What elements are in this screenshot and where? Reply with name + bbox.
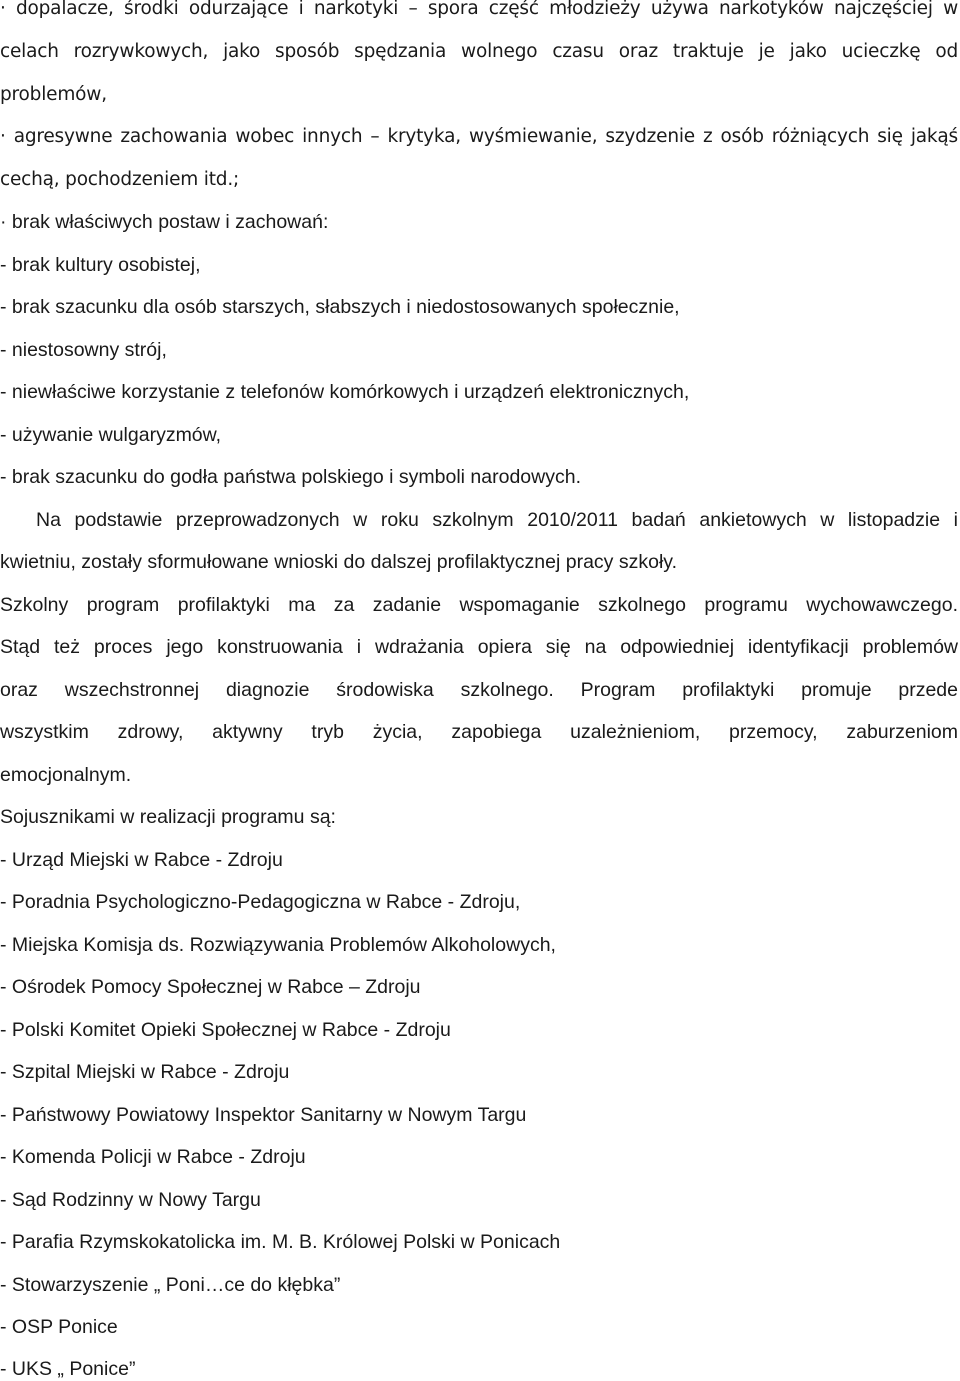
- list-item-behaviour: - brak kultury osobistej,: [0, 254, 201, 276]
- list-item-ally: - Urząd Miejski w Rabce - Zdroju: [0, 849, 283, 871]
- list-item-ally: - Poradnia Psychologiczno-Pedagogiczna w Rabce - Zdroju,: [0, 891, 521, 913]
- list-item-ally: - Sąd Rodzinny w Nowy Targu: [0, 1189, 261, 1211]
- text-line-aggression-1: · agresywne zachowania wobec innych – krytyka, wyśmiewanie, szydzenie z osób różniących się jakąś: [0, 126, 958, 147]
- paragraph-survey-line-2: kwietniu, zostały sformułowane wnioski do dalszej profilaktycznej pracy szkoły.: [0, 551, 677, 573]
- list-item-ally: - Państwowy Powiatowy Inspektor Sanitarny w Nowym Targu: [0, 1104, 527, 1126]
- list-item-ally: - OSP Ponice: [0, 1316, 118, 1338]
- list-item-behaviour: - niestosowny strój,: [0, 339, 167, 361]
- list-item-ally: - Komenda Policji w Rabce - Zdroju: [0, 1146, 306, 1168]
- allies-heading: Sojusznikami w realizacji programu są:: [0, 806, 336, 828]
- list-item-ally: - Parafia Rzymskokatolicka im. M. B. Królowej Polski w Ponicach: [0, 1231, 561, 1253]
- text-line-drugs-1: · dopalacze, środki odurzające i narkotyki – spora część młodzieży używa narkotyków najczęściej w: [0, 0, 958, 19]
- text-line-attitudes-heading: · brak właściwych postaw i zachowań:: [0, 211, 329, 233]
- list-item-behaviour: - brak szacunku dla osób starszych, słabszych i niedostosowanych społecznie,: [0, 296, 680, 318]
- paragraph-survey-line-1: Na podstawie przeprowadzonych w roku szkolnym 2010/2011 badań ankietowych w listopadzie i: [36, 509, 958, 531]
- paragraph-program-line-1: Szkolny program profilaktyki ma za zadanie wspomaganie szkolnego programu wychowawczego.: [0, 594, 958, 616]
- list-item-ally: - Stowarzyszenie „ Poni…ce do kłębka”: [0, 1274, 341, 1296]
- text-line-aggression-2: cechą, pochodzeniem itd.;: [0, 169, 240, 190]
- list-item-behaviour: - brak szacunku do godła państwa polskiego i symboli narodowych.: [0, 466, 581, 488]
- list-item-ally: - UKS „ Ponice”: [0, 1358, 136, 1380]
- paragraph-program-line-3: oraz wszechstronnej diagnozie środowiska szkolnego. Program profilaktyki promuje przede: [0, 679, 958, 701]
- paragraph-program-line-4: wszystkim zdrowy, aktywny tryb życia, zapobiega uzależnieniom, przemocy, zaburzeniom: [0, 721, 958, 743]
- list-item-ally: - Polski Komitet Opieki Społecznej w Rabce - Zdroju: [0, 1019, 451, 1041]
- list-item-behaviour: - używanie wulgaryzmów,: [0, 424, 222, 446]
- text-line-drugs-2: celach rozrywkowych, jako sposób spędzania wolnego czasu oraz traktuje je jako ucieczkę od: [0, 41, 958, 62]
- list-item-ally: - Ośrodek Pomocy Społecznej w Rabce – Zdroju: [0, 976, 421, 998]
- list-item-ally: - Miejska Komisja ds. Rozwiązywania Problemów Alkoholowych,: [0, 934, 556, 956]
- list-item-behaviour: - niewłaściwe korzystanie z telefonów komórkowych i urządzeń elektronicznych,: [0, 381, 690, 403]
- text-line-drugs-3: problemów,: [0, 84, 107, 105]
- list-item-ally: - Szpital Miejski w Rabce - Zdroju: [0, 1061, 290, 1083]
- paragraph-program-line-2: Stąd też proces jego konstruowania i wdrażania opiera się na odpowiedniej identyfikacji problemów: [0, 636, 958, 658]
- paragraph-program-line-5: emocjonalnym.: [0, 764, 132, 786]
